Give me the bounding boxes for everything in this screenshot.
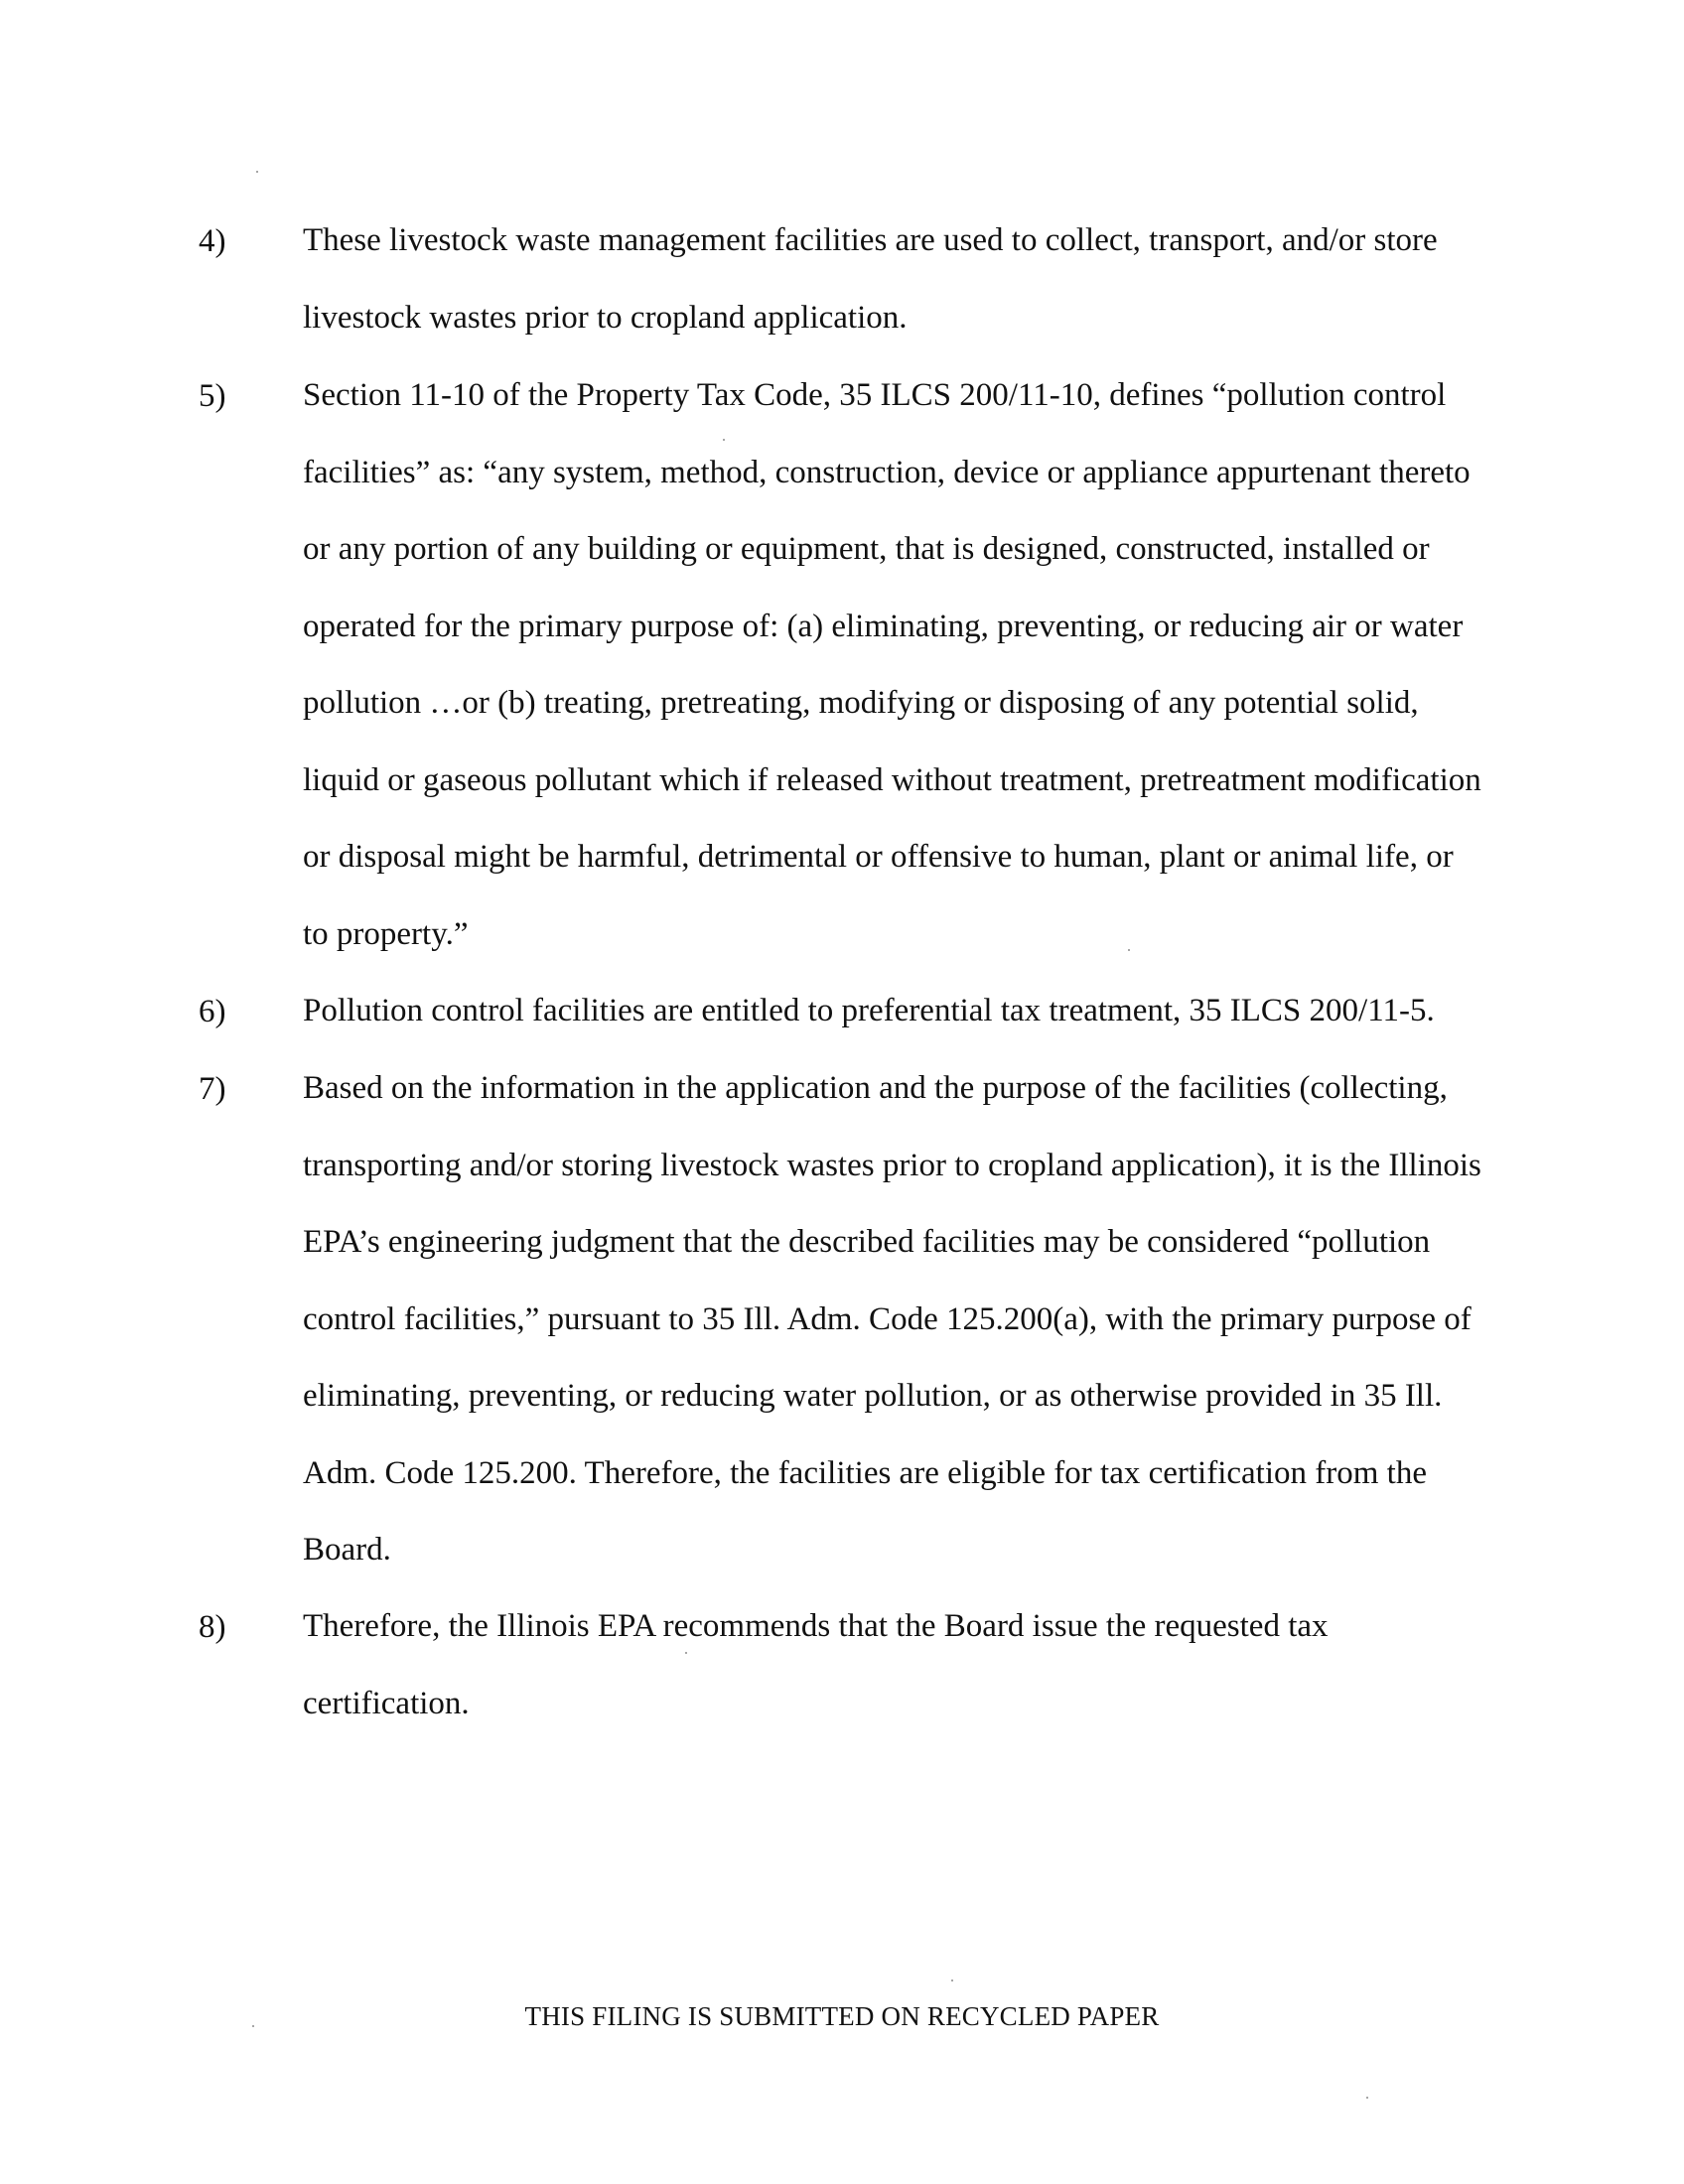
scan-speck: [256, 171, 258, 173]
scan-speck: [951, 1979, 953, 1981]
scan-speck: [723, 439, 725, 441]
paragraph-text: Based on the information in the application and the purpose of the facilities (collecting, transporting and/or storing livestock wastes prior to cropland application), it is the Illinois EPA’s engineering judgment that the described facilities may be considered “pollution control facilities,” pursuant to 35 Ill. Adm. Code 125.200(a), with the primary purpose of eliminating, preventing, or reducing water pollution, or as otherwise provided in 35 Ill. Adm. Code 125.200. Therefore, the facilities are eligible for tax certification from the Board.: [303, 1070, 1481, 1568]
paragraph-8: [199, 1588, 1509, 1742]
paragraph-number: 6): [199, 994, 226, 1029]
paragraph-text: Pollution control facilities are entitled to preferential tax treatment, 35 ILCS 200/11-5.: [303, 993, 1435, 1028]
paragraph-number: 7): [199, 1071, 226, 1107]
paragraph-number: 5): [199, 378, 226, 414]
scan-speck: [252, 2025, 254, 2027]
paragraph-4: [199, 203, 1509, 356]
paragraph-5: [199, 357, 1509, 973]
paragraph-number: 8): [199, 1609, 226, 1645]
footer-notice: THIS FILING IS SUBMITTED ON RECYCLED PAPER: [524, 2001, 1160, 2031]
paragraph-number: 4): [199, 223, 226, 259]
scan-speck: [1128, 949, 1130, 951]
paragraph-text: Therefore, the Illinois EPA recommends that the Board issue the requested tax certification.: [303, 1608, 1329, 1721]
paragraph-7: [199, 1050, 1509, 1589]
scan-speck: [685, 1652, 687, 1654]
paragraph-text: These livestock waste management facilities are used to collect, transport, and/or store livestock wastes prior to cropland application.: [303, 222, 1438, 336]
paragraph-text: Section 11-10 of the Property Tax Code, 35 ILCS 200/11-10, defines “pollution control facilities” as: “any system, method, construction, device or appliance appurtenant thereto or any portion of any building or equipment, that is designed, constructed, installed or operated for the primary purpose of: (a) eliminating, preventing, or reducing air or water pollution …or (b) treating, pretreating, modifying or disposing of any potential solid, liquid or gaseous pollutant which if released without treatment, pretreatment modification or disposal might be harmful, detrimental or offensive to human, plant or animal life, or to property.”: [303, 377, 1481, 952]
scan-speck: [1366, 2097, 1368, 2099]
paragraph-6: [199, 973, 1509, 1050]
